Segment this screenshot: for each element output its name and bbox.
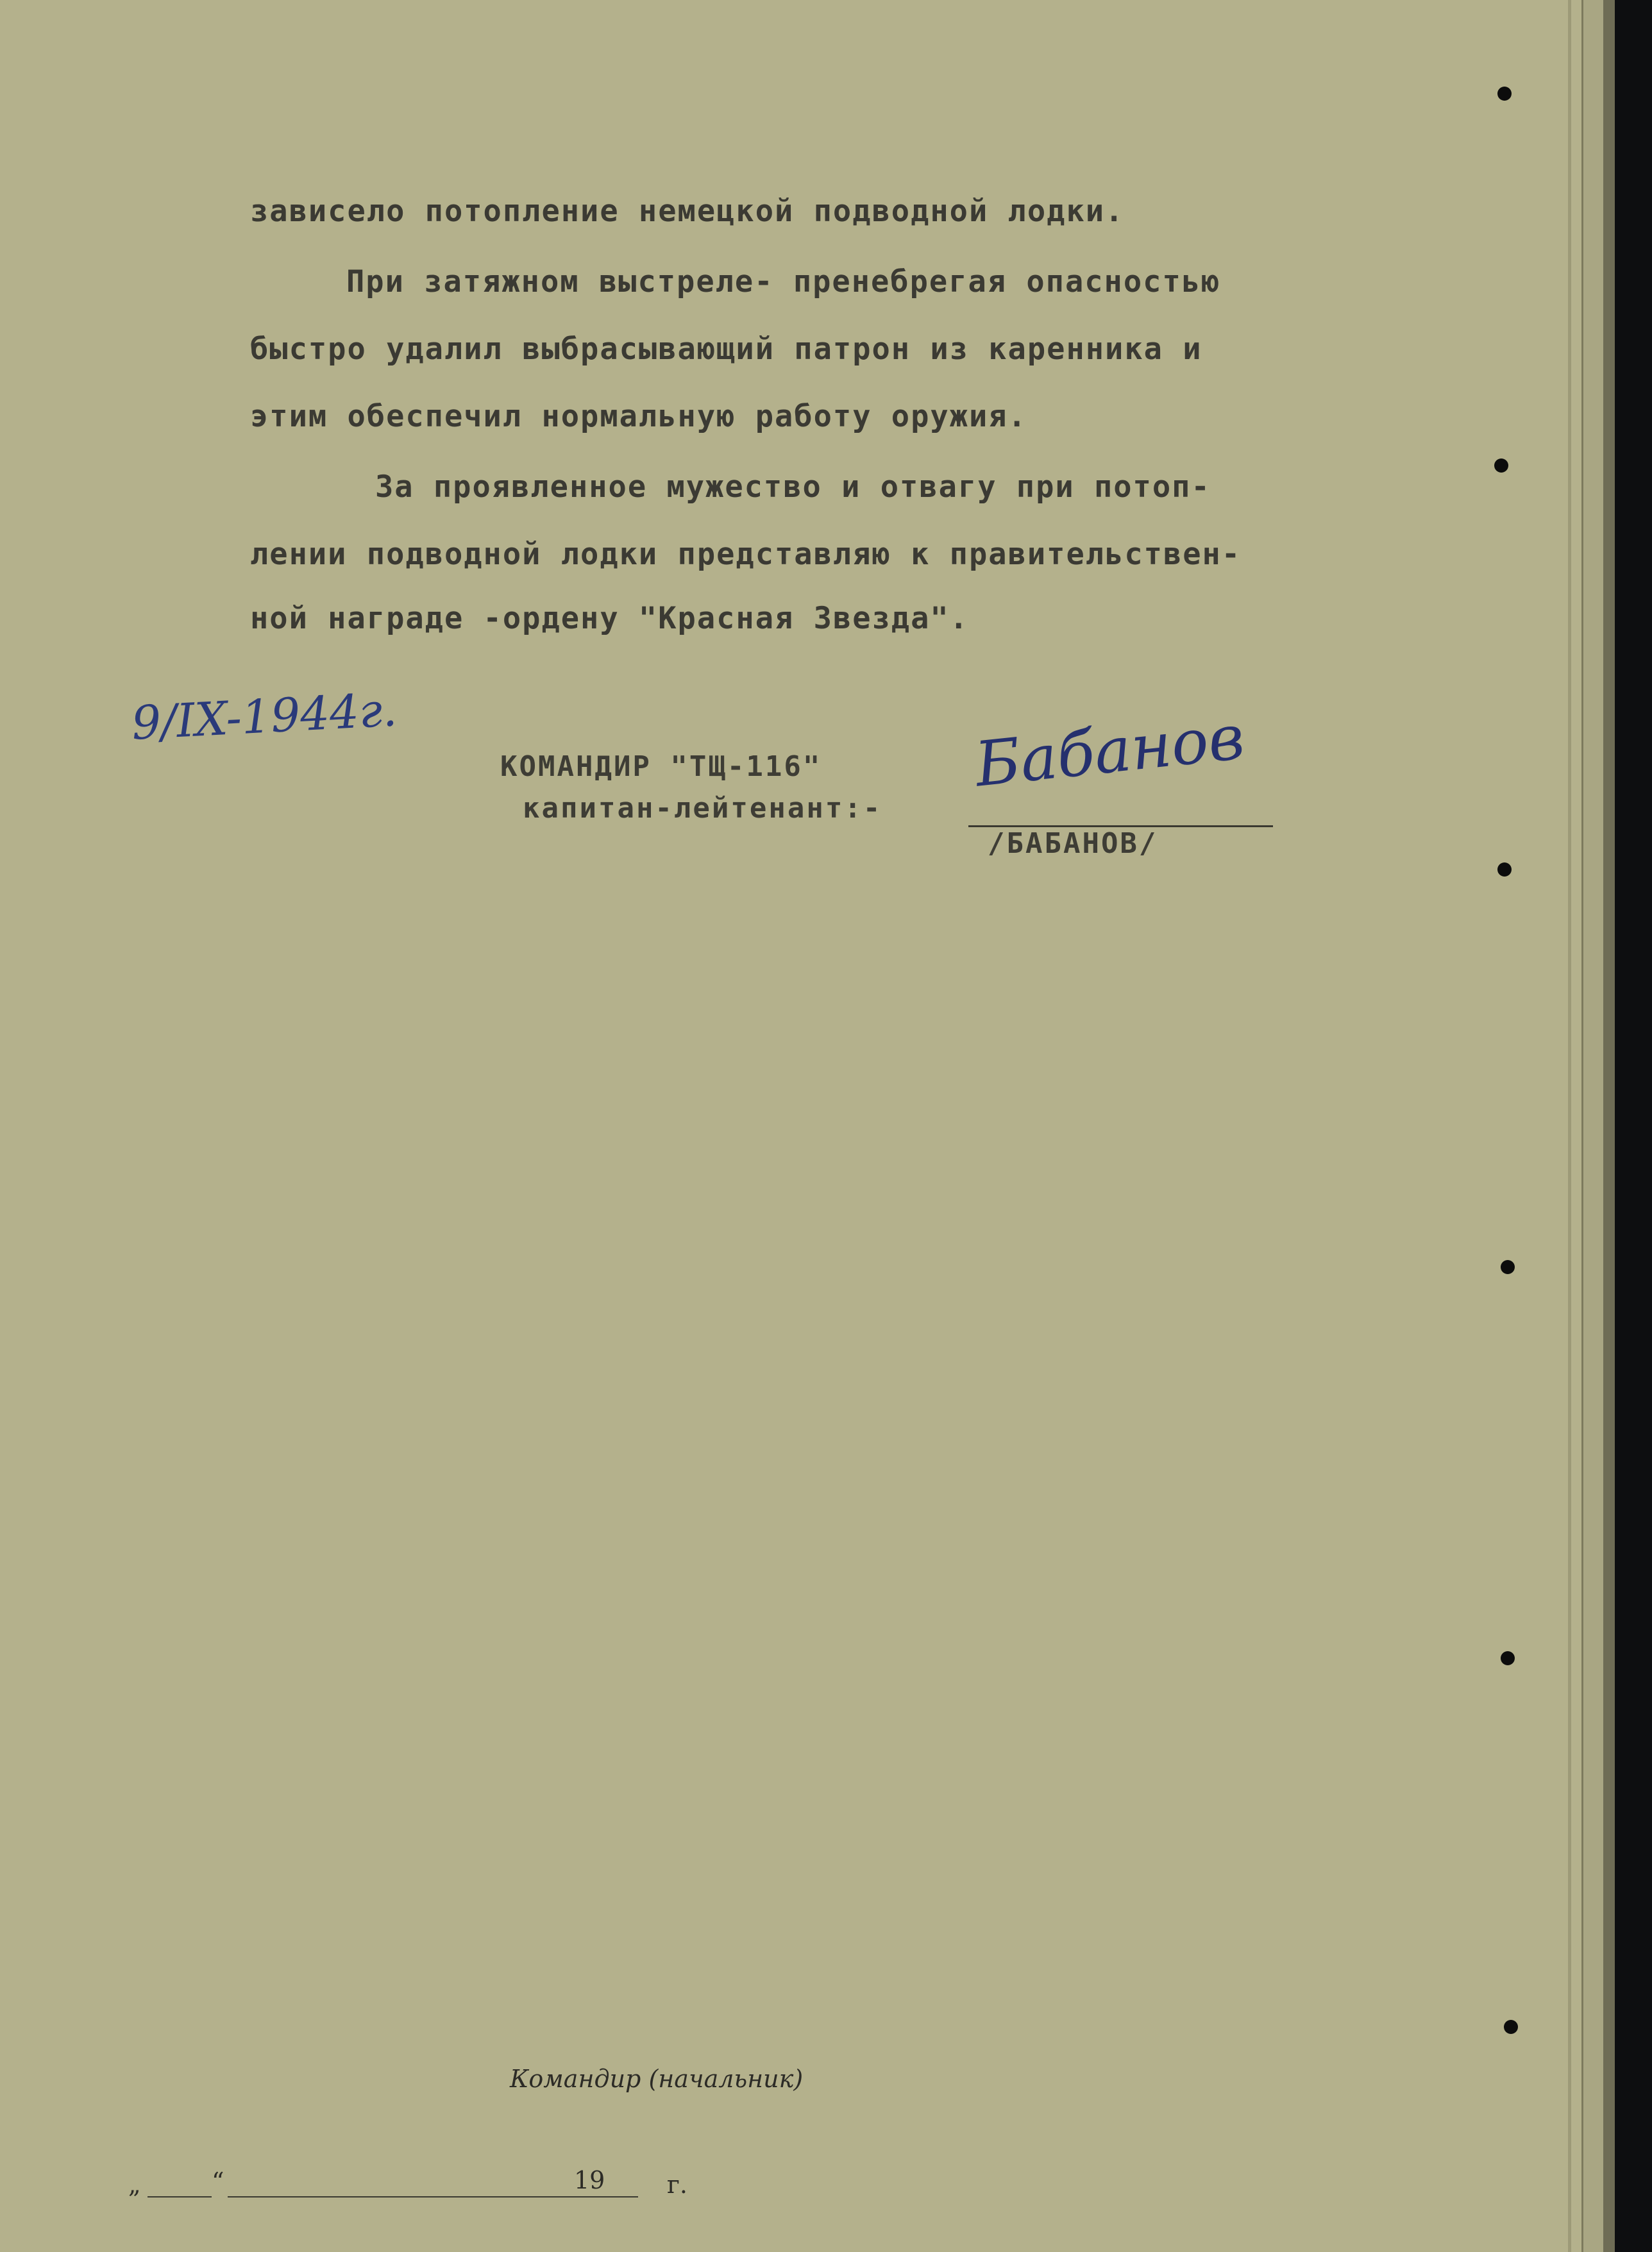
year-prefix: 19 [574, 2166, 605, 2194]
commander-label: Командир (начальник) [510, 2065, 804, 2093]
commander-name: /БАБАНОВ/ [988, 827, 1158, 860]
punch-hole [1501, 1651, 1515, 1665]
body-line-6: лении подводной лодки представляю к правительствен- [250, 537, 1242, 572]
body-line-3: быстро удалил выбрасывающий патрон из каренника и [250, 332, 1202, 367]
date-open-quote: „ [128, 2171, 141, 2199]
month-blank [228, 2196, 638, 2197]
body-line-5: За проявленное мужество и отвагу при потоп- [375, 469, 1211, 505]
punch-hole [1501, 1260, 1515, 1274]
date-mid-quote: “ [212, 2167, 224, 2196]
signature: Бабанов [972, 701, 1248, 801]
day-blank [148, 2196, 212, 2197]
page-fold [1568, 0, 1571, 2252]
page-edge [1581, 0, 1605, 2252]
body-line-7: ной награде -ордену "Красная Звезда". [250, 601, 969, 636]
commander-rank: капитан-лейтенант:- [523, 792, 882, 825]
body-line-2: При затяжном выстреле- пренебрегая опасностью [346, 264, 1221, 299]
page-edge-shadow [1603, 0, 1615, 2252]
commander-title: КОМАНДИР "ТЩ-116" [500, 750, 822, 783]
year-suffix: г. [667, 2171, 687, 2199]
body-line-1: зависело потопление немецкой подводной лодки. [250, 194, 1125, 229]
punch-hole [1497, 862, 1512, 877]
handwritten-date: 9/IX-1944г. [130, 682, 398, 750]
punch-hole [1497, 87, 1512, 101]
punch-hole [1504, 2020, 1518, 2034]
body-line-4: этим обеспечил нормальную работу оружия. [250, 399, 1027, 434]
punch-hole [1494, 458, 1508, 473]
